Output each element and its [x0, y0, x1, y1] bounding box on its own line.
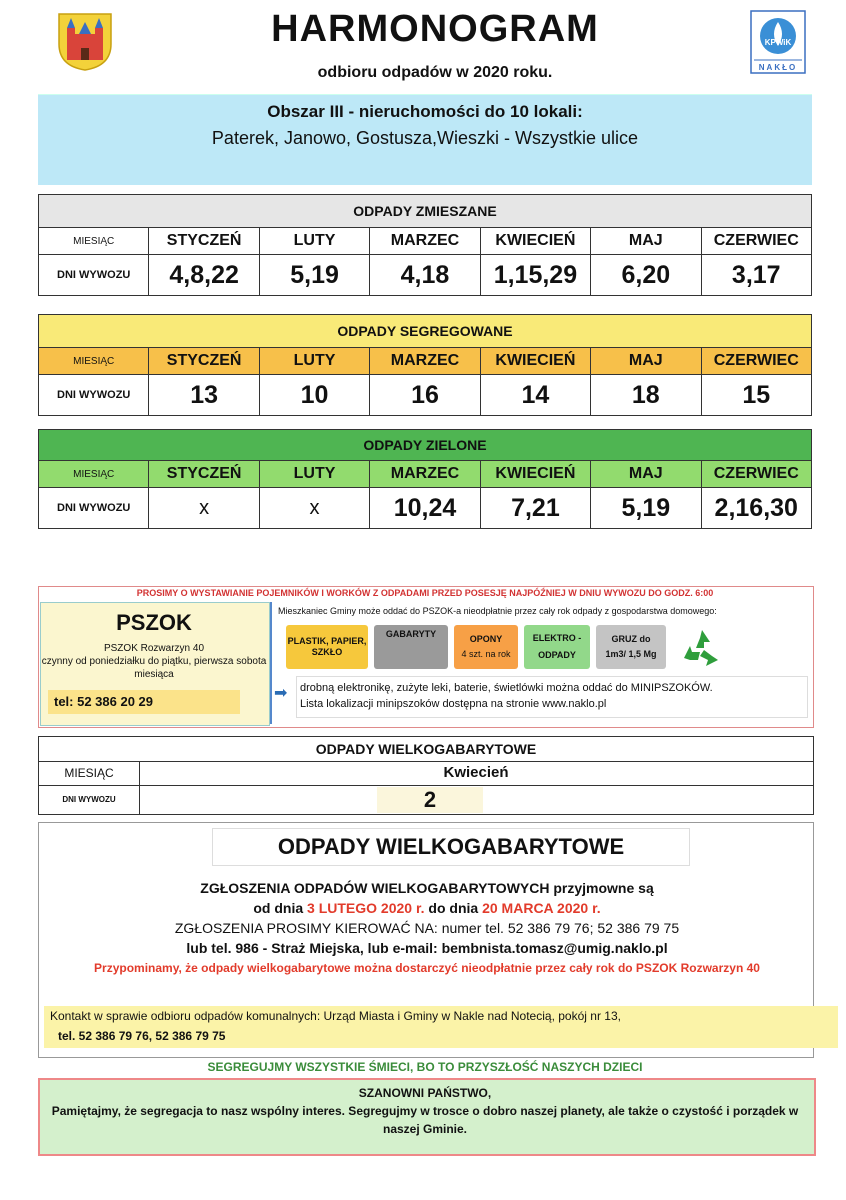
kpwik-logo-subtext: NAKŁO	[758, 63, 798, 72]
segregated-waste-title: ODPADY SEGREGOWANE	[39, 315, 812, 348]
pszok-intro: Mieszkaniec Gminy może oddać do PSZOK-a nieodpłatnie przez cały rok odpady z gospodarstwa domowego:	[278, 606, 717, 616]
announcement-title: ODPADY WIELKOGABARYTOWE	[212, 828, 690, 866]
month-cell: LUTY	[259, 348, 369, 375]
message-text	[40, 1084, 810, 1138]
month-cell: LUTY	[259, 228, 369, 255]
month-cell: CZERWIEC	[701, 348, 811, 375]
day-cell: 18	[591, 375, 701, 416]
minipszok-info	[300, 680, 805, 712]
area-streets: Paterek, Janowo, Gostusza,Wieszki - Wszystkie ulice	[211, 128, 639, 148]
month-cell: MAJ	[591, 461, 701, 488]
pszok-opening-hours: czynny od poniedziałku do piątku, pierwsza sobota miesiąca	[41, 656, 267, 680]
pszok-name: PSZOK	[116, 610, 192, 635]
month-cell: KWIECIEŃ	[480, 461, 590, 488]
day-cell: 5,19	[259, 255, 369, 296]
days-label: DNI WYWOZU	[39, 488, 149, 529]
month-label: MIESIĄC	[39, 228, 149, 255]
announcement-reminder: Przypominamy, że odpady wielkogabarytowe można dostarczyć nieodpłatnie przez cały rok do PSZOK Rozwarzyn 40	[94, 961, 760, 975]
month-cell: LUTY	[259, 461, 369, 488]
chip-bulky: GABARYTY	[374, 625, 448, 669]
area-title: Obszar III - nieruchomości do 10 lokali:	[267, 102, 583, 121]
month-cell: CZERWIEC	[701, 461, 811, 488]
announcement-body	[42, 878, 812, 978]
chip-rubble: GRUZ do 1m3/ 1,5 Mg	[596, 625, 666, 669]
day-cell: 5,19	[591, 488, 701, 529]
month-cell: STYCZEŃ	[149, 461, 259, 488]
day-cell: 15	[701, 375, 811, 416]
minipszok-line-1: drobną elektronikę, zużyte leki, baterie, świetlówki można oddać do MINIPSZOKÓW.	[300, 682, 713, 694]
message: Pamiętajmy, że segregacja to nasz wspólny interes. Segregujmy w trosce o dobro naszej planety, ale także o czystość i porządek w naszej Gminie.	[51, 1104, 799, 1136]
month-label: MIESIĄC	[39, 461, 149, 488]
day-cell: 10	[259, 375, 369, 416]
month-cell: KWIECIEŃ	[480, 348, 590, 375]
day-cell: 1,15,29	[480, 255, 590, 296]
contact-box	[44, 1006, 838, 1048]
announcement-line-1: ZGŁOSZENIA ODPADÓW WIELKOGABARYTOWYCH przyjmowne są	[200, 880, 654, 896]
month-cell: CZERWIEC	[701, 228, 811, 255]
contact-line-1: Kontakt w sprawie odbioru odpadów komunalnych: Urząd Miasta i Gminy w Nakle nad Notecią, pokój nr 13,	[50, 1009, 621, 1023]
contact-line-2: tel. 52 386 79 76, 52 386 79 75	[58, 1029, 226, 1043]
bulky-month-row	[38, 761, 814, 786]
greeting: SZANOWNI PAŃSTWO,	[358, 1086, 492, 1100]
kpwik-logo-text: KPWiK	[764, 38, 792, 47]
green-waste-table	[38, 429, 812, 529]
bulky-day-row	[38, 786, 814, 815]
recycle-icon	[678, 626, 726, 670]
bulky-month: Kwiecień	[443, 764, 509, 781]
announcement-dates: od dnia 3 LUTEGO 2020 r. do dnia 20 MARCA 2020 r.	[253, 900, 601, 916]
chip-electro: ELEKTRO - ODPADY	[524, 625, 590, 669]
day-cell: x	[259, 488, 369, 529]
month-cell: MAJ	[591, 348, 701, 375]
month-cell: MARZEC	[370, 348, 480, 375]
day-cell: 7,21	[480, 488, 590, 529]
day-cell: 6,20	[591, 255, 701, 296]
day-cell: 2,16,30	[701, 488, 811, 529]
page-subtitle: odbioru odpadów w 2020 roku.	[317, 64, 553, 81]
days-label: DNI WYWOZU	[39, 255, 149, 296]
month-cell: STYCZEŃ	[149, 348, 259, 375]
month-label: MIESIĄC	[39, 761, 140, 785]
day-cell: 3,17	[701, 255, 811, 296]
minipszok-line-2: Lista lokalizacji minipszoków dostępna na stronie www.naklo.pl	[300, 698, 607, 710]
pszok-phone: tel: 52 386 20 29	[48, 690, 240, 714]
days-label: DNI WYWOZU	[39, 786, 140, 814]
page-title: HARMONOGRAM	[271, 8, 599, 50]
container-notice: PROSIMY O WYSTAWIANIE POJEMNIKÓW I WORKÓW Z ODPADAMI PRZED POSESJĘ NAJPÓŹNIEJ W DNIU WYWOZU DO GODZ. 6:00	[136, 588, 714, 598]
mixed-waste-table	[38, 194, 812, 296]
day-cell: 16	[370, 375, 480, 416]
day-cell: 10,24	[370, 488, 480, 529]
day-cell: 4,8,22	[149, 255, 259, 296]
bulky-day: 2	[377, 787, 483, 813]
day-cell: 14	[480, 375, 590, 416]
month-cell: STYCZEŃ	[149, 228, 259, 255]
chip-plastic-paper-glass: PLASTIK, PAPIER, SZKŁO	[286, 625, 368, 669]
town-crest-logo	[55, 10, 115, 72]
arrow-right-icon: ➡	[274, 685, 288, 702]
day-cell: 13	[149, 375, 259, 416]
announcement-line-3: ZGŁOSZENIA PROSIMY KIEROWAĆ NA: numer tel. 52 386 79 76; 52 386 79 75	[174, 920, 680, 936]
green-waste-title: ODPADY ZIELONE	[39, 430, 812, 461]
day-cell: x	[149, 488, 259, 529]
segregated-waste-table	[38, 314, 812, 416]
month-cell: MARZEC	[370, 461, 480, 488]
bulky-waste-table-title: ODPADY WIELKOGABARYTOWE	[38, 736, 814, 762]
month-cell: KWIECIEŃ	[480, 228, 590, 255]
announcement-line-4: lub tel. 986 - Straż Miejska, lub e-mail: bembnista.tomasz@umig.naklo.pl	[186, 940, 668, 956]
month-cell: MAJ	[591, 228, 701, 255]
month-label: MIESIĄC	[39, 348, 149, 375]
chip-tyres: OPONY 4 szt. na rok	[454, 625, 518, 669]
mixed-waste-title: ODPADY ZMIESZANE	[39, 195, 812, 228]
days-label: DNI WYWOZU	[39, 375, 149, 416]
pszok-hours	[40, 642, 268, 681]
day-cell: 4,18	[370, 255, 480, 296]
slogan: SEGREGUJMY WSZYSTKIE ŚMIECI, BO TO PRZYSZŁOŚĆ NASZYCH DZIECI	[207, 1060, 643, 1074]
month-cell: MARZEC	[370, 228, 480, 255]
pszok-address: PSZOK Rozwarzyn 40	[103, 643, 205, 654]
